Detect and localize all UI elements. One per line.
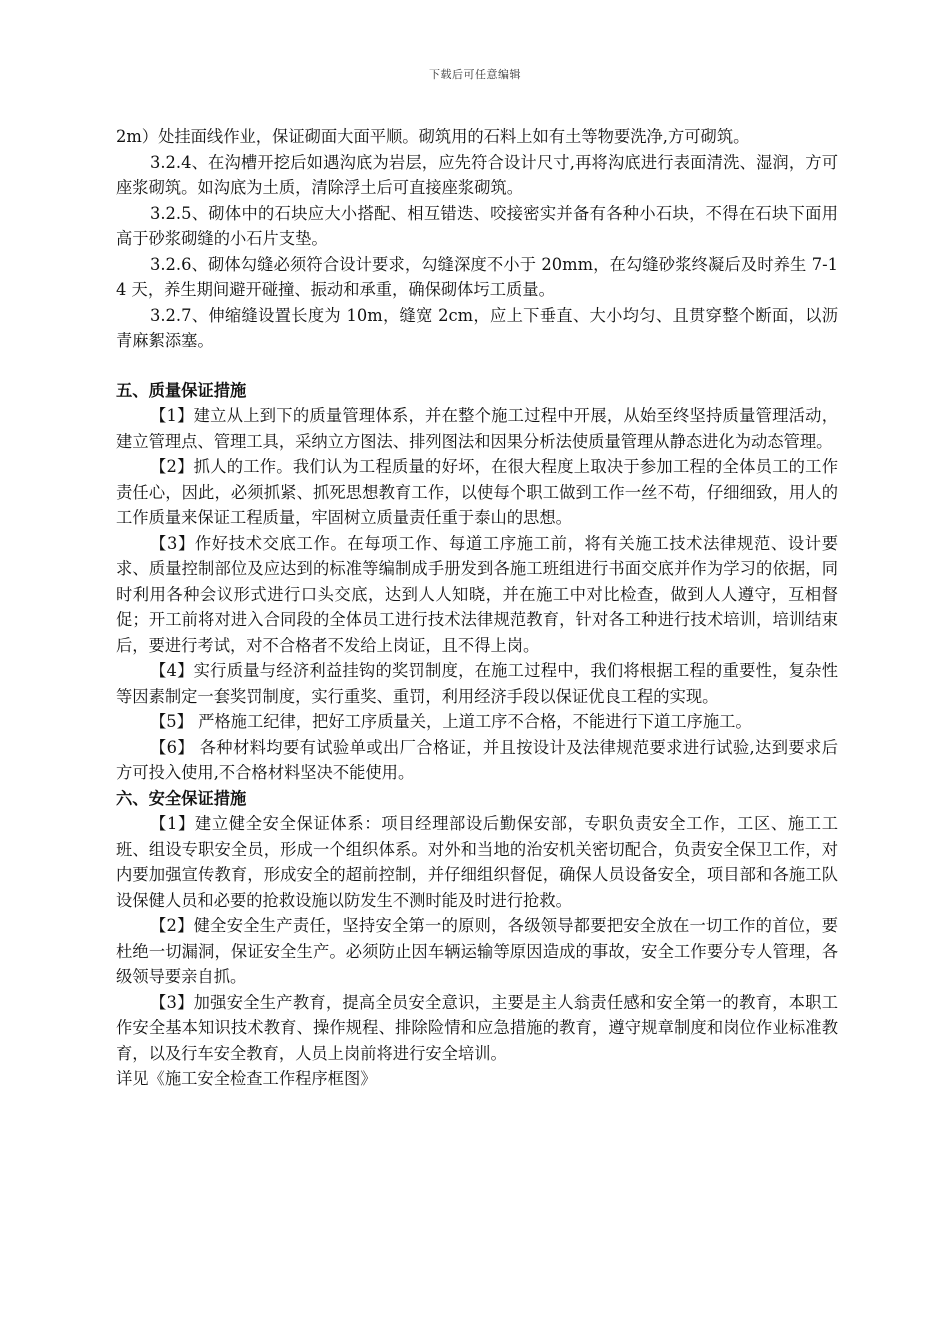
safety-item-2: 【2】健全安全生产责任，坚持安全第一的原则，各级领导都要把安全放在一切工作的首位，要杜绝一切漏洞，保证安全生产。必须防止因车辆运输等原因造成的事故，安全工作要分专人管理，各级领导要亲自抓。 [116,916,838,986]
quality-item-2: 【2】抓人的工作。我们认为工程质量的好坏，在很大程度上取决于参加工程的全体员工的工作责任心，因此，必须抓紧、抓死思想教育工作，以使每个职工做到工作一丝不苟，仔细细致，用人的工作质量来保证工程质量，牢固树立质量责任重于泰山的思想。 [116,457,838,527]
quality-item-4: 【4】实行质量与经济利益挂钩的奖罚制度，在施工过程中，我们将根据工程的重要性，复杂性等因素制定一套奖罚制度，实行重奖、重罚，利用经济手段以保证优良工程的实现。 [116,661,838,706]
safety-item-1: 【1】建立健全安全保证体系：项目经理部设后勤保安部，专职负责安全工作，工区、施工工班、组设专职安全员，形成一个组织体系。对外和当地的治安机关密切配合，负责安全保卫工作，对内要加强宣传教育，形成安全的超前控制，并仔细组织督促，确保人员设备安全，项目部和各施工队设保健人员和必要的抢救设施以防发生不测时能及时进行抢救。 [116,814,838,910]
section-5-heading: 五、质量保证措施 [116,380,247,400]
safety-item-3: 【3】加强安全生产教育，提高全员安全意识，主要是主人翁责任感和安全第一的教育，本职工作安全基本知识技术教育、操作规程、排除险情和应急措施的教育，遵守规章制度和岗位作业标准教育，以及行车安全教育，人员上岗前将进行安全培训。 [116,992,838,1063]
document-body [116,124,838,1092]
quality-item-6: 【6】 各种材料均要有试验单或出厂合格证，并且按设计及法律规范要求进行试验,达到要求后方可投入使用,不合格材料坚决不能使用。 [116,737,838,782]
quality-item-1: 【1】建立从上到下的质量管理体系，并在整个施工过程中开展，从始至终坚持质量管理活动，建立管理点、管理工具，采纳立方图法、排列图法和因果分析法使质量管理从静态进化为动态管理。 [116,406,838,451]
safety-reference-line: 详见《施工安全检查工作程序框图》 [116,1069,377,1088]
page-header-note: 下载后可任意编辑 [429,68,521,81]
section-spacer [116,354,838,378]
quality-item-3: 【3】作好技术交底工作。在每项工作、每道工序施工前，将有关施工技术法律规范、设计要求、质量控制部位及应达到的标准等编制成手册发到各施工班组进行书面交底并作为学习的依据，同时利用各种会议形式进行口头交底，达到人人知晓，并在施工中对比检查，做到人人遵守，互相督促；开工前将对进入合同段的全体员工进行技术法律规范教育，针对各工种进行技术培训，培训结束后，要进行考试，对不合格者不发给上岗证，且不得上岗。 [116,533,838,655]
paragraph-3-2-5: 3.2.5、砌体中的石块应大小搭配、相互错迭、咬接密实并备有各种小石块，不得在石块下面用高于砂浆砌缝的小石片支垫。 [116,203,838,248]
paragraph-continued: 2m）处挂面线作业，保证砌面大面平顺。砌筑用的石料上如有土等物要洗净,方可砌筑。 [116,127,750,146]
quality-item-5: 【5】 严格施工纪律，把好工序质量关，上道工序不合格，不能进行下道工序施工。 [150,712,752,731]
paragraph-3-2-7: 3.2.7、伸缩缝设置长度为 10m，缝宽 2cm，应上下垂直、大小均匀、且贯穿整个断面，以沥青麻絮添塞。 [116,305,838,350]
paragraph-3-2-4: 3.2.4、在沟槽开挖后如遇沟底为岩层，应先符合设计尺寸,再将沟底进行表面清洗、湿润，方可座浆砌筑。如沟底为土质，清除浮土后可直接座浆砌筑。 [116,152,838,197]
paragraph-3-2-6: 3.2.6、砌体勾缝必须符合设计要求，勾缝深度不小于 20mm，在勾缝砂浆终凝后及时养生 7-14 天，养生期间避开碰撞、振动和承重，确保砌体圬工质量。 [116,254,838,299]
section-6-heading: 六、安全保证措施 [116,788,247,808]
